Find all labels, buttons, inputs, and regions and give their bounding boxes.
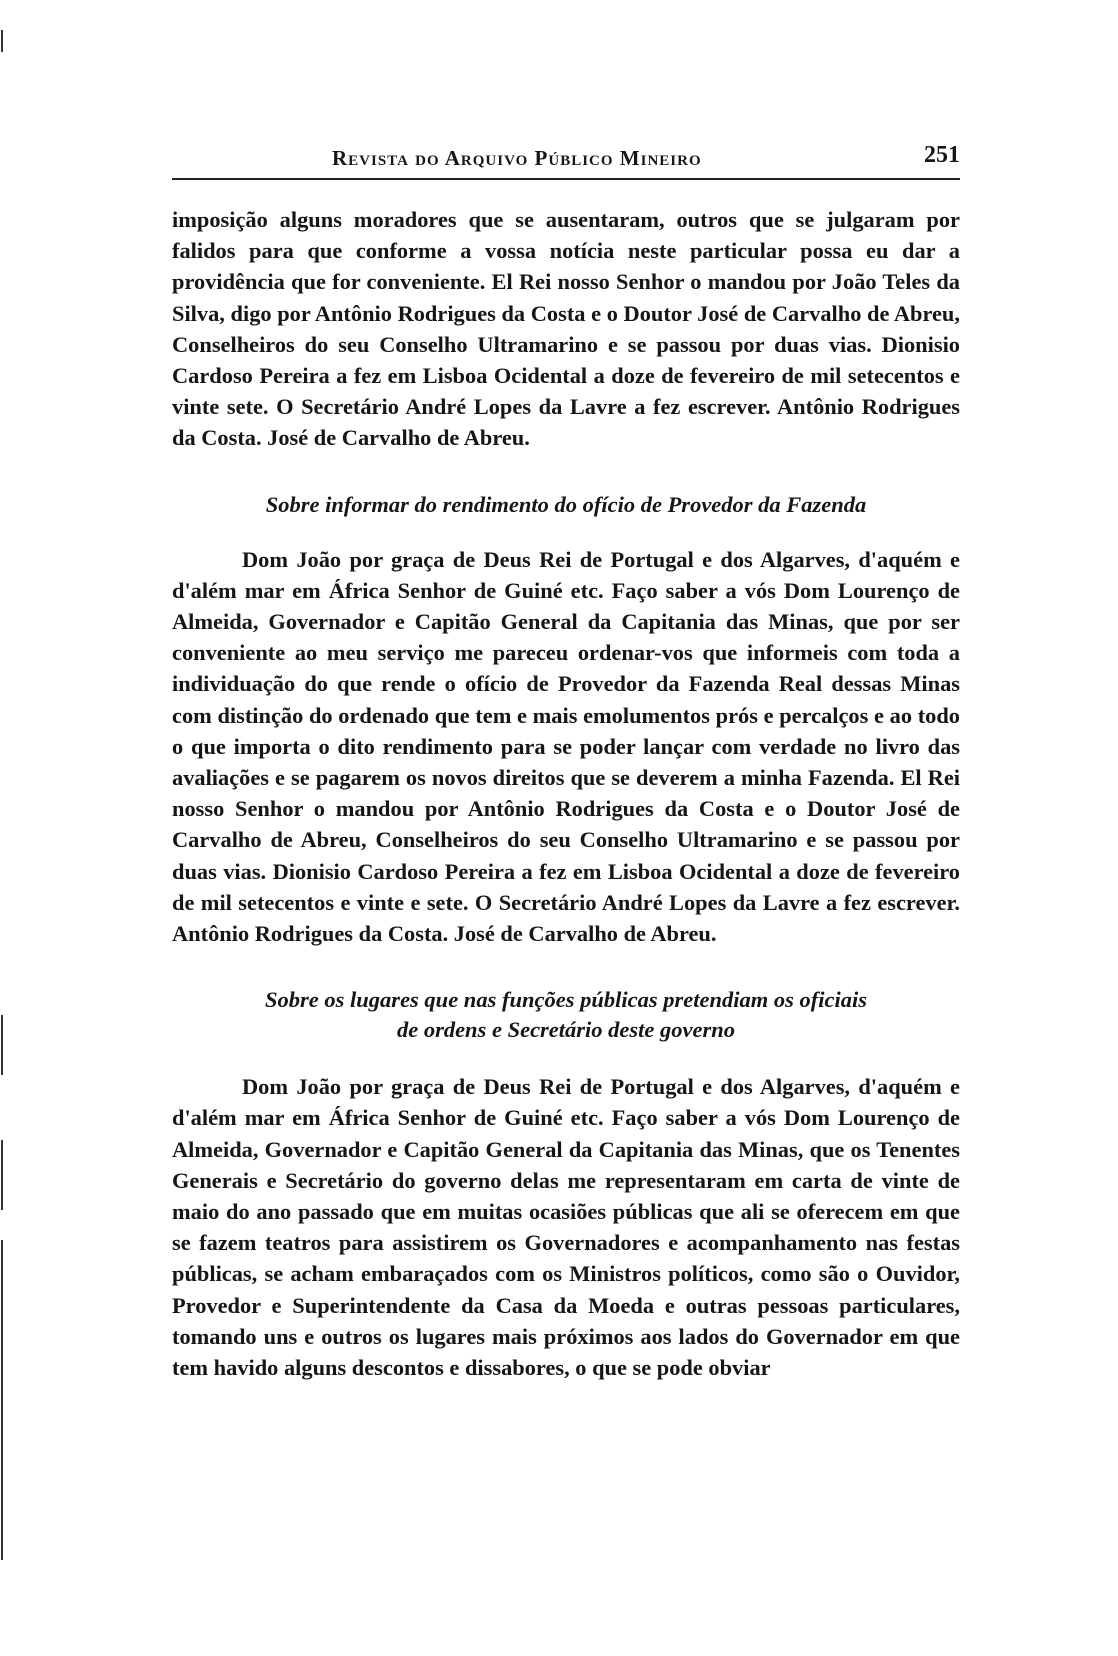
document-page xyxy=(172,140,960,1383)
scan-edge-mark xyxy=(1,1015,3,1075)
section-heading-line: de ordens e Secretário deste governo xyxy=(396,1017,736,1043)
page-number: 251 xyxy=(924,142,960,168)
section-paragraph: Dom João por graça de Deus Rei de Portugal e dos Algarves, d'aquém e d'além mar em África Senhor de Guiné etc. Faço saber a vós Dom Lourenço de Almeida, Governador e Capitão General da Capitania das Minas, que os Tenentes Generais e Secretário do governo delas me representaram em carta de vinte de maio do ano passado que em muitas ocasiões públicas que ali se oferecem em que se fazem teatros para assistirem os Governadores e acompanhamento nas festas públicas, se acham embaraçados com os Ministros políticos, como são o Ouvidor, Provedor e Superintendente da Casa da Moeda e outras pessoas particulares, tomando uns e outros os lugares mais próximos aos lados do Governador em que tem havido alguns descontos e dissabores, o que se pode obviar xyxy=(172,1074,960,1381)
section-body-lugares xyxy=(172,1071,960,1383)
section-heading-line: Sobre os lugares que nas funções públicas pretendiam os oficiais xyxy=(265,987,867,1013)
scan-edge-mark xyxy=(1,1240,3,1560)
running-title: Revista do Arquivo Público Mineiro xyxy=(332,146,702,170)
section-heading-provedor: Sobre informar do rendimento do ofício de Provedor da Fazenda xyxy=(265,491,867,517)
running-header xyxy=(172,140,960,180)
continuation-paragraph: imposição alguns moradores que se ausentaram, outros que se julgaram por falidos para que conforme a vossa notícia neste particular possa eu dar a providência que for conveniente. El Rei nosso Senhor o mandou por João Teles da Silva, digo por Antônio Rodrigues da Costa e o Doutor José de Carvalho de Abreu, Conselheiros do seu Conselho Ultramarino e se passou por duas vias. Dionisio Cardoso Pereira a fez em Lisboa Ocidental a doze de fevereiro de mil setecentos e vinte sete. O Secretário André Lopes da Lavre a fez escrever. Antônio Rodrigues da Costa. José de Carvalho de Abreu. xyxy=(172,207,960,451)
body-text xyxy=(172,204,960,1383)
scan-edge-marks xyxy=(0,0,10,1656)
section-heading-lugares xyxy=(172,985,960,1045)
scan-edge-mark xyxy=(1,30,3,52)
section-body-provedor xyxy=(172,544,960,950)
section-paragraph: Dom João por graça de Deus Rei de Portugal e dos Algarves, d'aquém e d'além mar em África Senhor de Guiné etc. Faço saber a vós Dom Lourenço de Almeida, Governador e Capitão General da Capitania das Minas, que por ser conveniente ao meu serviço me pareceu ordenar-vos que informeis com toda a individuação do que rende o ofício de Provedor da Fazenda Real dessas Minas com distinção do ordenado que tem e mais emolumentos prós e percalços e ao todo o que importa o dito rendimento para se poder lançar com verdade no livro das avaliações e se pagarem os novos direitos que se deverem a minha Fazenda. El Rei nosso Senhor o mandou por Antônio Rodrigues da Costa e o Doutor José de Carvalho de Abreu, Conselheiros do seu Conselho Ultramarino e se passou por duas vias. Dionisio Cardoso Pereira a fez em Lisboa Ocidental a doze de fevereiro de mil setecentos e vinte e sete. O Secretário André Lopes da Lavre a fez escrever. Antônio Rodrigues da Costa. José de Carvalho de Abreu. xyxy=(172,546,960,947)
scan-edge-mark xyxy=(1,1140,3,1210)
